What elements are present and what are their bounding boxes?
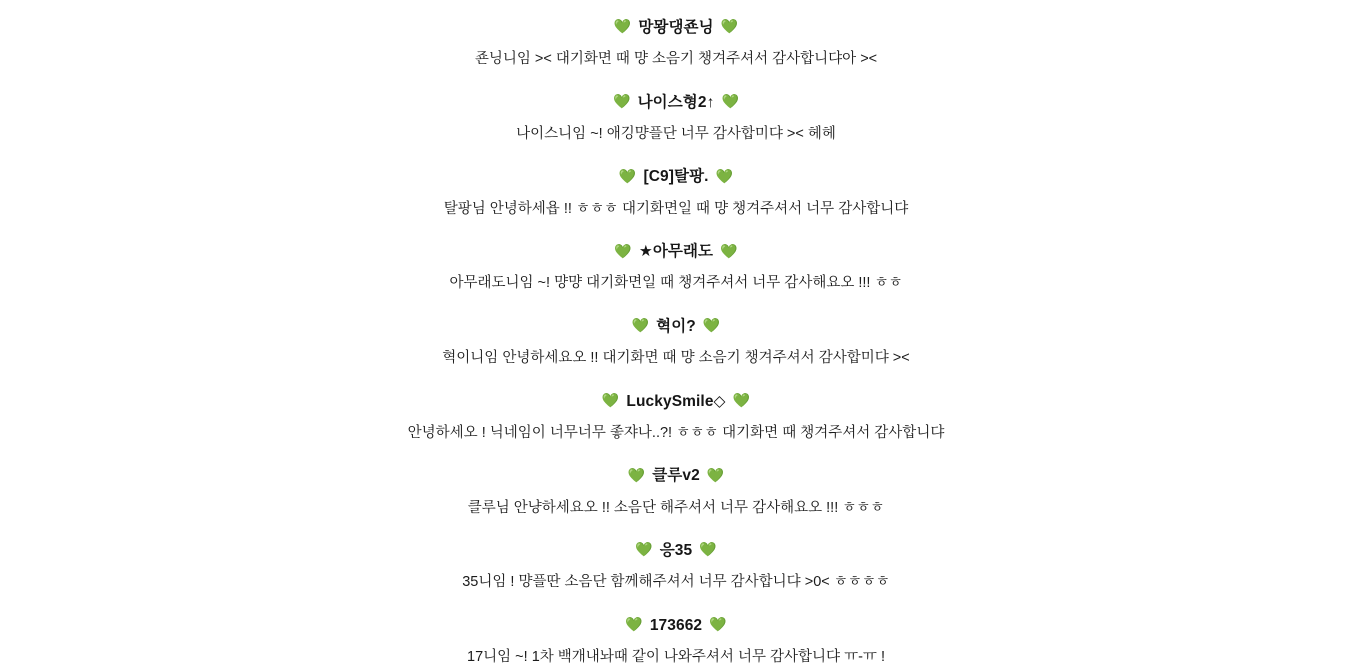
entry-message: 클루님 안냥하세요오 !! 소음단 해주셔서 너무 감사해요오 !!! ㅎㅎㅎ (467, 499, 885, 516)
heart-icon: 💚 (721, 93, 739, 110)
list-item (0, 390, 1352, 445)
entry-message: 나이스니임 ~! 애깅먕플단 너무 감사합미댜 >< 헤헤 (516, 125, 836, 142)
list-item (0, 165, 1352, 220)
heart-icon: 💚 (618, 167, 637, 184)
entry-name-row (0, 315, 1352, 338)
heart-icon: 💚 (631, 317, 650, 334)
entry-name: 나이스형2↑ (637, 93, 715, 111)
entry-name-row (0, 539, 1352, 562)
heart-icon: 💚 (709, 616, 727, 633)
entry-name-row (0, 390, 1352, 413)
entry-message: 아무래도니임 ~! 먕먕 대기화면일 때 챙겨주셔서 너무 감사해요오 !!! ㅎㅎ (449, 275, 903, 292)
entry-message: 35니임 ! 먕플딴 소음단 함께해주셔서 너무 감사합니댜 >0< ㅎㅎㅎㅎ (462, 574, 890, 591)
heart-icon: 💚 (614, 242, 632, 259)
entry-name: 망뫙댕죤닝 (638, 19, 714, 36)
heart-icon: 💚 (613, 93, 631, 110)
list-item (0, 240, 1352, 295)
list-item (0, 91, 1352, 146)
entry-name: 173662 (649, 616, 703, 634)
heart-icon: 💚 (613, 18, 632, 35)
entry-message: 죤닝니임 >< 대기화면 때 먕 소음기 챙겨주셔서 감사합니댜아 >< (474, 51, 878, 68)
entry-name-row (0, 614, 1352, 637)
heart-icon: 💚 (625, 616, 643, 633)
heart-icon: 💚 (635, 541, 653, 558)
heart-icon: 💚 (706, 466, 725, 483)
entry-name: LuckySmile◇ (626, 392, 726, 410)
entry-message: 탈팡님 안녕하세욥 !! ㅎㅎㅎ 대기화면일 때 먕 챙겨주셔서 너무 감사합니댜 (443, 200, 909, 217)
entry-name-row (0, 165, 1352, 188)
list-item (0, 16, 1352, 71)
entry-name: 혁이? (656, 317, 696, 335)
entry-name-row (0, 16, 1352, 39)
list-item (0, 315, 1352, 370)
entry-name: ★아무래도 (638, 243, 714, 261)
heart-icon: 💚 (627, 466, 646, 483)
heart-icon: 💚 (732, 392, 751, 408)
heart-icon: 💚 (715, 167, 734, 184)
entry-name-row (0, 240, 1352, 263)
heart-icon: 💚 (699, 541, 717, 558)
heart-icon: 💚 (601, 392, 620, 408)
entry-name-row (0, 464, 1352, 487)
entry-message: 혁이니임 안녕하세요오 !! 대기화면 때 먕 소음기 챙겨주셔서 감사합미댜 >< (442, 350, 910, 367)
entry-name-row (0, 91, 1352, 114)
list-item (0, 539, 1352, 594)
list-item (0, 614, 1352, 668)
list-item (0, 464, 1352, 519)
entry-name: [C9]탈팡. (643, 168, 709, 186)
heart-icon: 💚 (720, 242, 738, 259)
entry-name: 응35 (659, 542, 693, 560)
entry-message: 17니임 ~! 1차 백개내놔때 같이 나와주셔서 너무 감사합니댜 ㅠ-ㅠ ! (467, 649, 885, 665)
heart-icon: 💚 (720, 18, 739, 35)
entry-message: 안녕하세오 ! 닉네임이 너무너무 좋쟈나..?! ㅎㅎㅎ 대기화면 때 챙겨주셔서 감사합니댜 (407, 424, 945, 441)
entry-name: 클루v2 (652, 467, 700, 485)
heart-icon: 💚 (702, 317, 721, 334)
